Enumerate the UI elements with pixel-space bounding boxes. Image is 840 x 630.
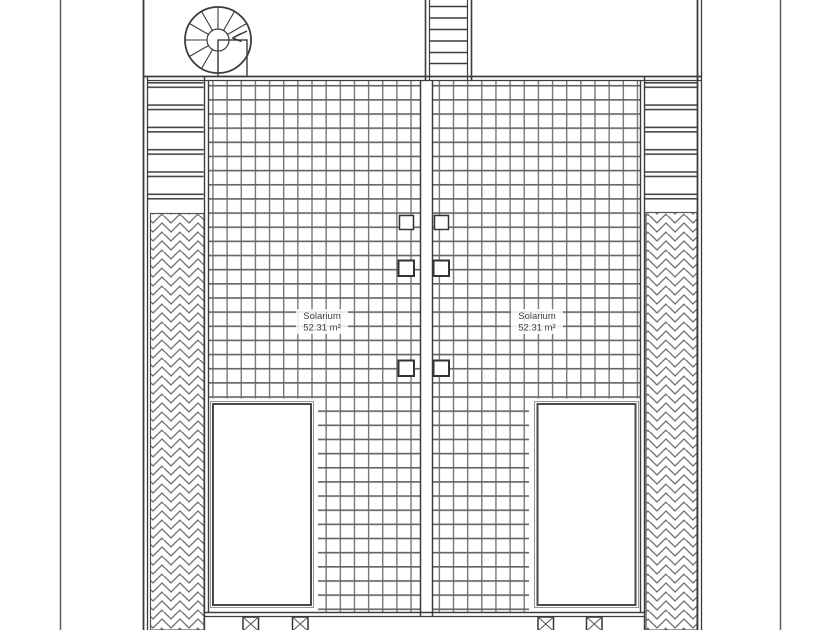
left-railing [148,81,204,207]
pillar [538,617,554,630]
post [399,361,415,377]
right-solarium-area-label: 52.31 m² [518,322,556,334]
post [434,361,450,377]
right-pool [538,404,636,605]
left-pool [213,404,311,605]
party-wall-fill [421,81,432,617]
left-solarium-area-label: 52.31 m² [303,322,341,334]
pillar [587,617,603,630]
pillar [293,617,309,630]
party-wall [421,81,433,617]
post [399,261,415,277]
post [434,261,450,277]
pillar [243,617,259,630]
left-solarium-name-label: Solarium [303,311,341,322]
right-railing [645,81,698,207]
post [435,216,449,230]
right-paving-strip [646,213,697,630]
post [400,216,414,230]
right-solarium-name-label: Solarium [518,311,556,322]
left-paving-strip [151,214,205,630]
